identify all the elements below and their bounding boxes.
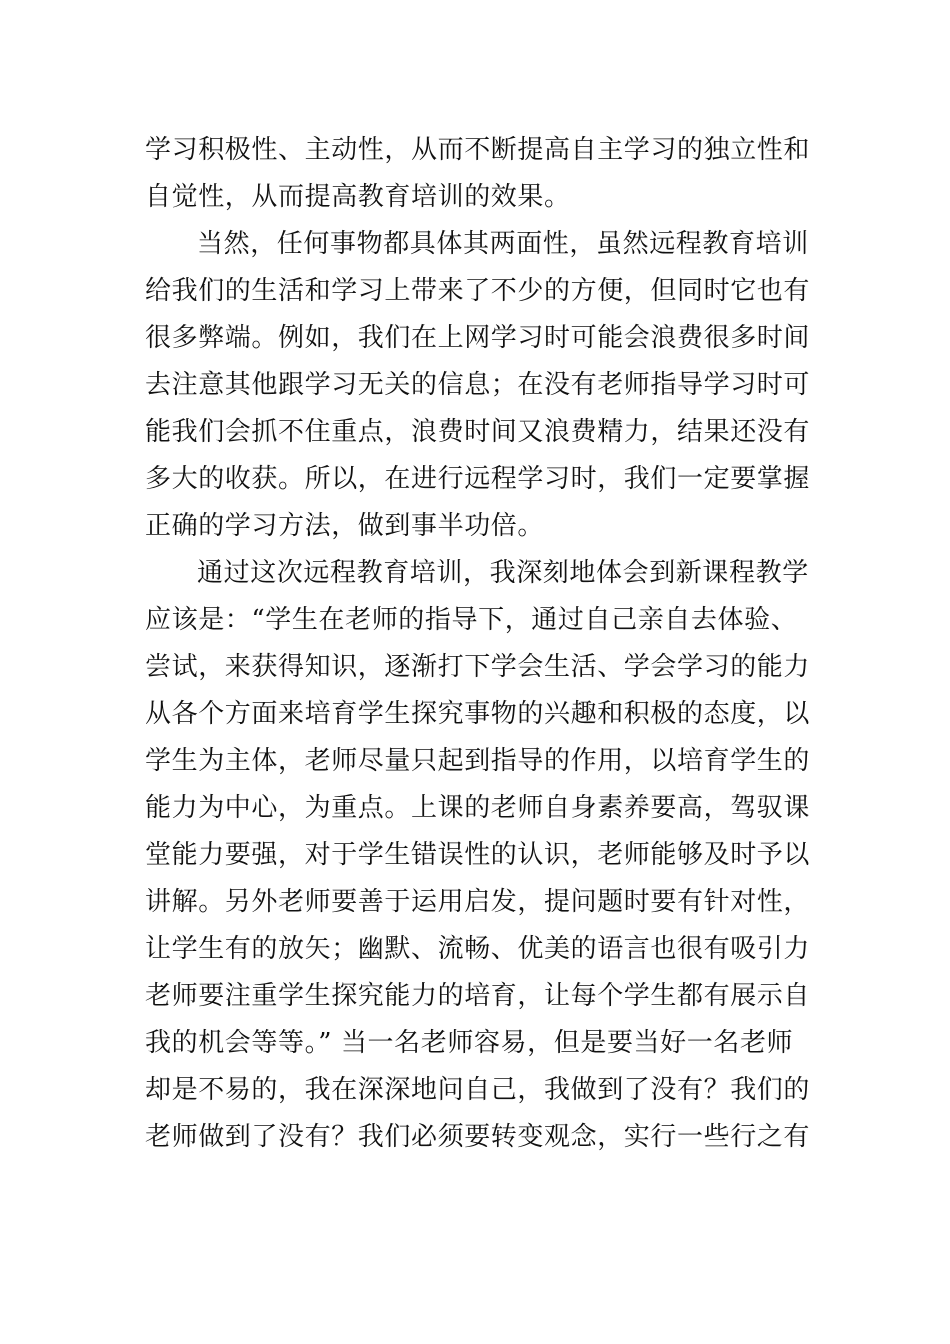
text-line: 多大的收获。所以，在进行远程学习时，我们一定要掌握 xyxy=(145,464,811,494)
text-line: 老师做到了没有？我们必须要转变观念，实行一些行之有 xyxy=(145,1122,811,1152)
text-line: 去注意其他跟学习无关的信息；在没有老师指导学习时可 xyxy=(145,370,811,400)
text-line: 能力为中心，为重点。上课的老师自身素养要高，驾驭课 xyxy=(145,793,811,823)
text-line: 老师要注重学生探究能力的培育，让每个学生都有展示自 xyxy=(145,981,811,1011)
text-line: 学习积极性、主动性，从而不断提高自主学习的独立性和 xyxy=(145,135,811,165)
text-line: 给我们的生活和学习上带来了不少的方便，但同时它也有 xyxy=(145,276,811,306)
text-line: 我的机会等等。” 当一名老师容易，但是要当好一名老师 xyxy=(145,1028,794,1058)
text-line: 从各个方面来培育学生探究事物的兴趣和积极的态度，以 xyxy=(145,699,811,729)
text-line: 学生为主体，老师尽量只起到指导的作用，以培育学生的 xyxy=(145,746,811,776)
text-line: 自觉性，从而提高教育培训的效果。 xyxy=(145,182,571,212)
text-line: 讲解。另外老师要善于运用启发，提问题时要有针对性， xyxy=(145,887,811,917)
text-line: 让学生有的放矢；幽默、流畅、优美的语言也很有吸引力 xyxy=(145,934,811,964)
body-text xyxy=(145,127,810,1161)
text-line: 应该是：“学生在老师的指导下，通过自己亲自去体验、 xyxy=(145,605,798,635)
text-line: 却是不易的，我在深深地问自己，我做到了没有？我们的 xyxy=(145,1075,811,1105)
text-line: 堂能力要强，对于学生错误性的认识，老师能够及时予以 xyxy=(145,840,811,870)
text-line: 尝试，来获得知识，逐渐打下学会生活、学会学习的能力 xyxy=(145,652,811,682)
text-line: 通过这次远程教育培训，我深刻地体会到新课程教学 xyxy=(197,558,809,588)
text-line: 能我们会抓不住重点，浪费时间又浪费精力，结果还没有 xyxy=(145,417,811,447)
text-line: 正确的学习方法，做到事半功倍。 xyxy=(145,511,545,541)
text-line: 很多弊端。例如，我们在上网学习时可能会浪费很多时间 xyxy=(145,323,811,353)
text-line: 当然，任何事物都具体其两面性，虽然远程教育培训 xyxy=(197,229,809,259)
